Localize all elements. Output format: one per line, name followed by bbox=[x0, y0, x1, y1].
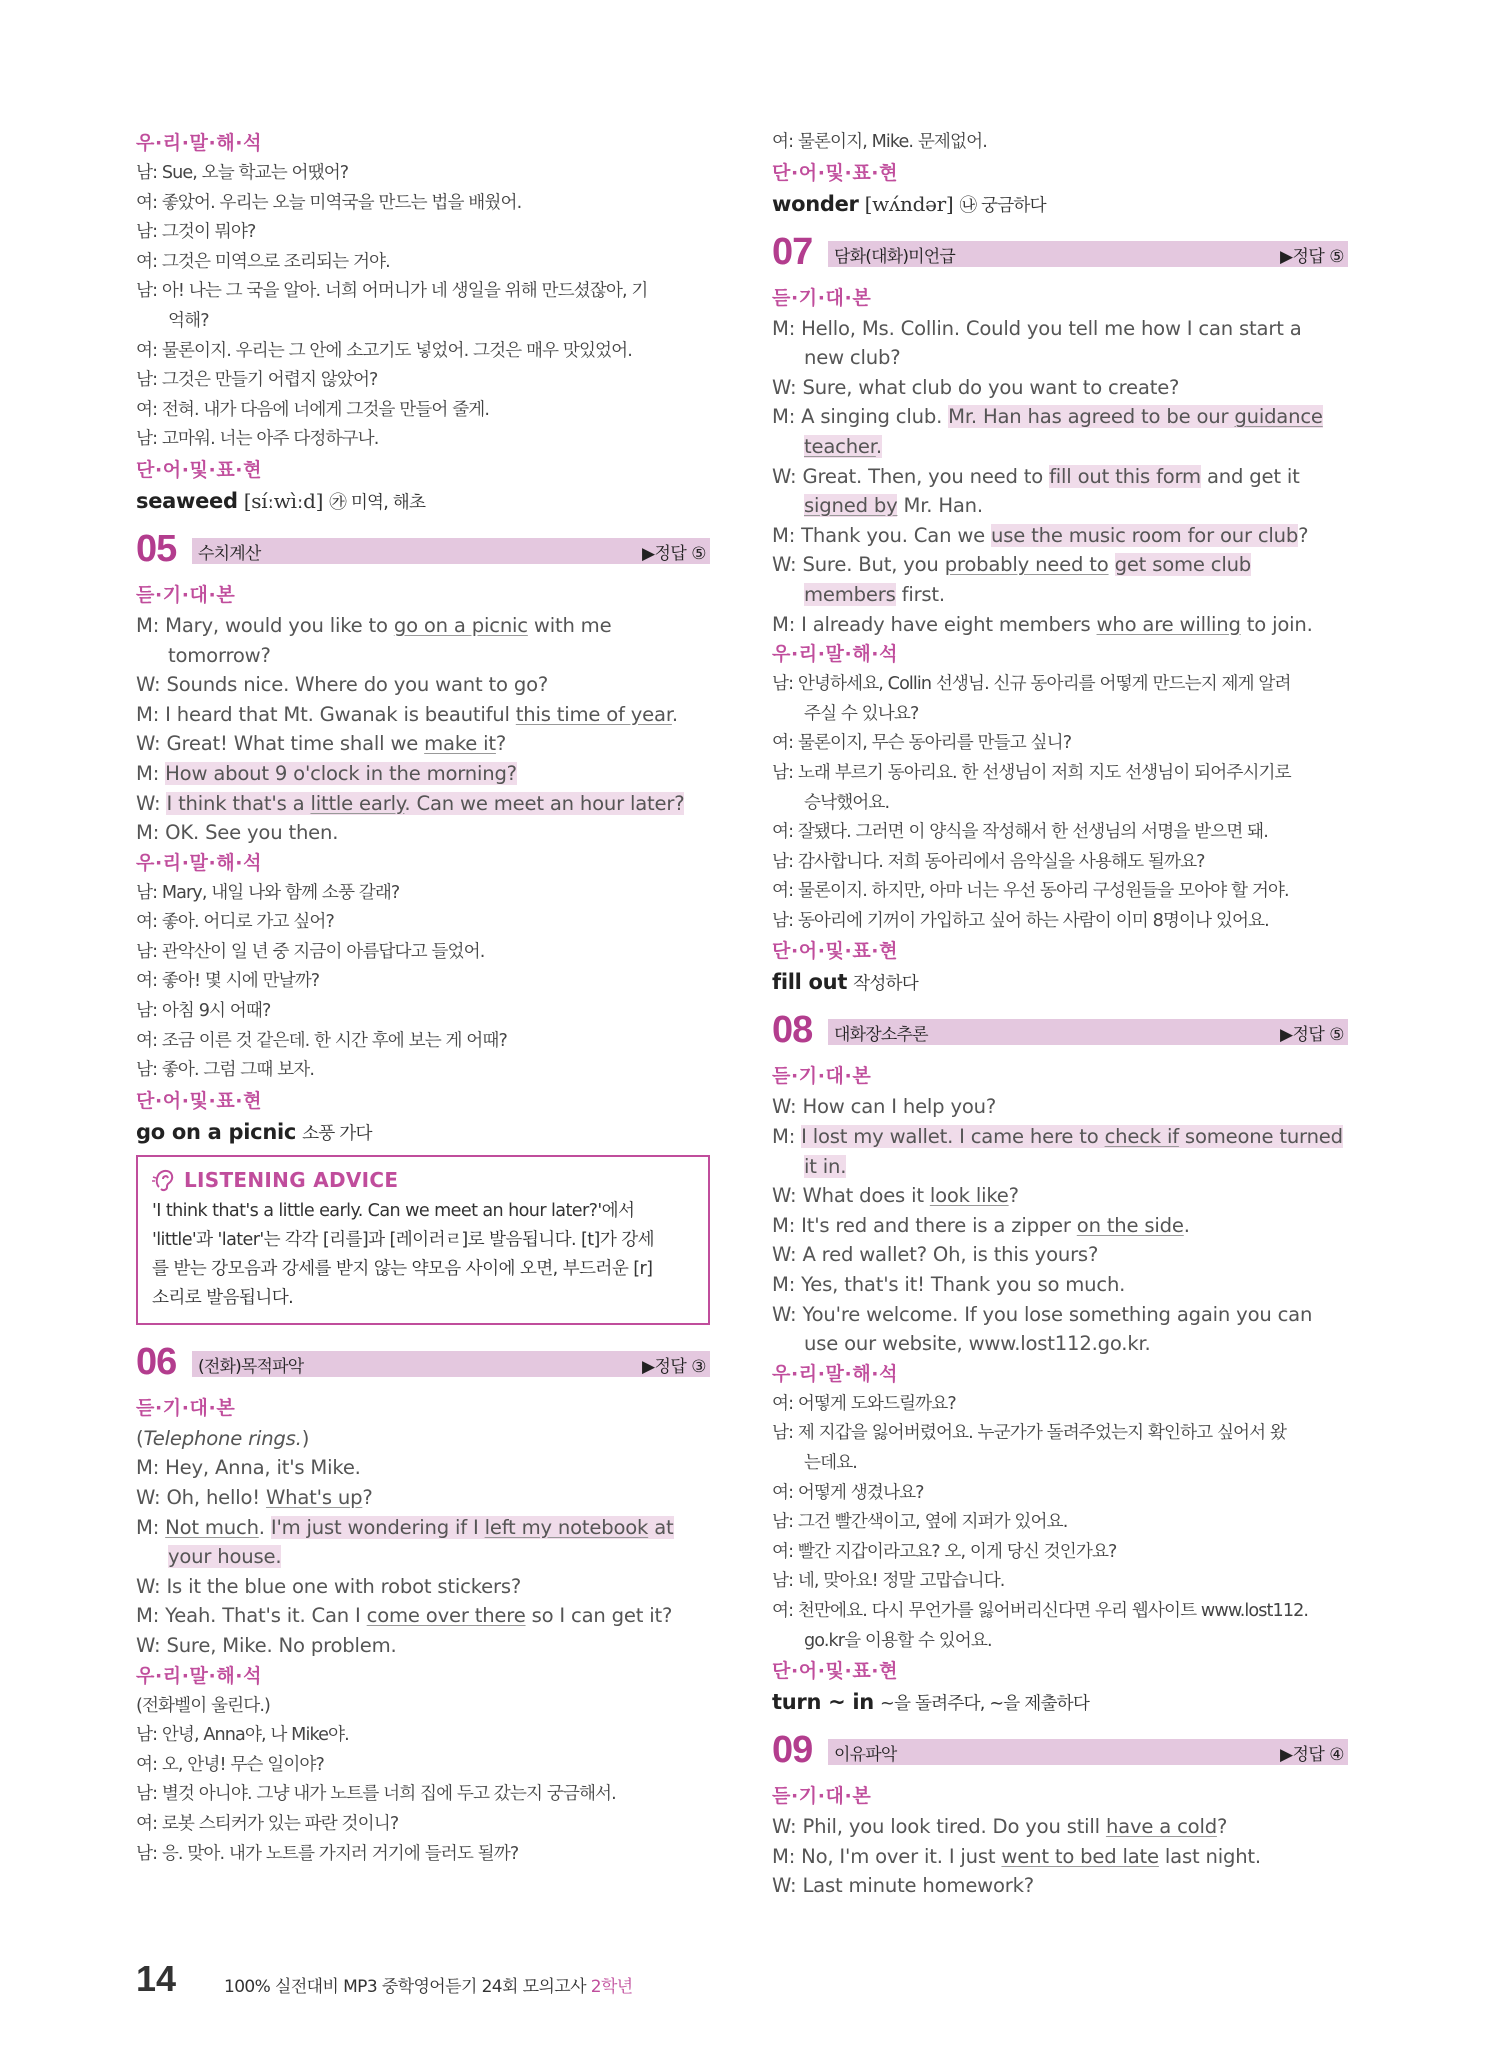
question-number: 05 bbox=[136, 527, 177, 570]
answer-badge: ▶정답 ③ bbox=[641, 1356, 706, 1377]
en-line: M: OK. See you then. bbox=[136, 821, 339, 845]
ko-line: 남: 응. 맞아. 내가 노트를 가지러 거기에 들러도 될까? bbox=[136, 1843, 519, 1864]
ko-line: 남: 제 지갑을 잃어버렸어요. 누군가가 돌려주었는지 확인하고 싶어서 왔 bbox=[772, 1423, 1287, 1444]
vocab-label: 단·어·및·표·현 bbox=[772, 1660, 899, 1683]
en-line: M: It's red and there is a zipper on the side. bbox=[772, 1213, 1190, 1237]
en-line: M: Yeah. That's it. Can I come over there so I can get it? bbox=[136, 1604, 673, 1628]
advice-text: 'I think that's a little early. Can we meet an hour later?'에서 bbox=[152, 1200, 635, 1221]
en-line: members first. bbox=[804, 582, 945, 606]
ko-line: 남: 안녕, Anna야, 나 Mike야. bbox=[136, 1725, 349, 1746]
header-band bbox=[828, 1739, 1348, 1765]
right-column bbox=[772, 128, 1348, 1901]
vocab-pronunciation: [síːwìːd] bbox=[243, 488, 324, 513]
ko-line: 여: 그것은 미역으로 조리되는 거야. bbox=[136, 251, 390, 272]
page-number: 14 bbox=[136, 1958, 177, 1999]
script-label: 듣·기·대·본 bbox=[136, 1396, 236, 1419]
en-line: W: Sure, what club do you want to create? bbox=[772, 375, 1180, 399]
question-type: 담화(대화)미언급 bbox=[834, 246, 956, 267]
advice-text: 를 받는 강모음과 강세를 받지 않는 약모음 사이에 오면, 부드러운 [r] bbox=[152, 1258, 653, 1279]
grade-label: 2학년 bbox=[590, 1977, 633, 1997]
vocab-label: 단·어·및·표·현 bbox=[136, 458, 263, 481]
ko-line: 남: 그건 빨간색이고, 옆에 지퍼가 있어요. bbox=[772, 1512, 1068, 1533]
en-line: W: A red wallet? Oh, is this yours? bbox=[772, 1243, 1099, 1267]
advice-title: LISTENING ADVICE bbox=[184, 1167, 399, 1192]
en-line: W: You're welcome. If you lose something again you can bbox=[772, 1302, 1313, 1326]
translation-label: 우·리·말·해·석 bbox=[136, 851, 263, 874]
en-line: W: Oh, hello! What's up? bbox=[136, 1486, 373, 1510]
vocab-word: fill out bbox=[772, 970, 848, 995]
ko-line: 여: 좋아. 어디로 가고 싶어? bbox=[136, 912, 334, 933]
ko-line: 여: 물론이지, 무슨 동아리를 만들고 싶니? bbox=[772, 733, 1072, 754]
ko-line: (전화벨이 울린다.) bbox=[136, 1695, 270, 1716]
script-label: 듣·기·대·본 bbox=[772, 1065, 872, 1088]
script-label: 듣·기·대·본 bbox=[136, 583, 236, 606]
ko-line: 남: 고마워. 너는 아주 다정하구나. bbox=[136, 429, 379, 450]
question-header-08 bbox=[772, 1011, 1348, 1055]
answer-badge: ▶정답 ⑤ bbox=[1279, 1025, 1344, 1046]
en-line: signed by Mr. Han. bbox=[804, 494, 983, 518]
en-line: your house. bbox=[168, 1545, 282, 1569]
answer-badge: ▶정답 ④ bbox=[1279, 1745, 1344, 1766]
answer-badge: ▶정답 ⑤ bbox=[1279, 246, 1344, 267]
vocab-word: wonder bbox=[772, 191, 859, 216]
vocab-meaning: ㉯ 궁금하다 bbox=[959, 195, 1046, 216]
ko-line: 여: 물론이지. 하지만, 아마 너는 우선 동아리 구성원들을 모아야 할 거야. bbox=[772, 881, 1289, 902]
en-line: M: Mary, would you like to go on a picnic with me bbox=[136, 613, 612, 637]
ko-line: 여: 잘됐다. 그러면 이 양식을 작성해서 한 선생님의 서명을 받으면 돼. bbox=[772, 822, 1268, 843]
en-line: W: Sure, Mike. No problem. bbox=[136, 1634, 397, 1657]
question-number: 08 bbox=[772, 1009, 813, 1052]
en-line: W: Phil, you look tired. Do you still have a cold? bbox=[772, 1815, 1228, 1839]
en-line: M: Yes, that's it! Thank you so much. bbox=[772, 1273, 1126, 1297]
ko-line: 여: 좋았어. 우리는 오늘 미역국을 만드는 법을 배웠어. bbox=[136, 192, 522, 213]
question-type: 대화장소추론 bbox=[834, 1025, 928, 1046]
en-line: M: No, I'm over it. I just went to bed late last night. bbox=[772, 1844, 1261, 1868]
en-line: M: I heard that Mt. Gwanak is beautiful this time of year. bbox=[136, 702, 678, 726]
left-column bbox=[136, 128, 710, 1869]
ko-line: 여: 물론이지. 우리는 그 안에 소고기도 넣었어. 그것은 매우 맛있었어. bbox=[136, 340, 632, 361]
en-line: teacher. bbox=[804, 434, 882, 458]
script-label: 듣·기·대·본 bbox=[772, 1785, 872, 1808]
vocab-meaning: ㉮ 미역, 해초 bbox=[329, 492, 426, 513]
ko-line: 남: 노래 부르기 동아리요. 한 선생님이 저희 지도 선생님이 되어주시기로 bbox=[772, 762, 1291, 783]
question-type: 수치계산 bbox=[198, 543, 261, 564]
ko-line: 남: 네, 맞아요! 정말 고맙습니다. bbox=[772, 1571, 1005, 1592]
ko-line: 여: 물론이지, Mike. 문제없어. bbox=[772, 132, 987, 152]
en-line: M: Thank you. Can we use the music room for our club? bbox=[772, 523, 1309, 547]
vocab-entry bbox=[772, 967, 1348, 999]
question-number: 09 bbox=[772, 1729, 813, 1772]
vocab-word: turn ~ in bbox=[772, 1690, 874, 1715]
en-line: W: Last minute homework? bbox=[772, 1874, 1034, 1898]
vocab-meaning: 작성하다 bbox=[853, 974, 918, 995]
vocab-word: seaweed bbox=[136, 488, 238, 513]
listening-advice-box bbox=[136, 1155, 710, 1325]
ko-line: 남: Mary, 내일 나와 함께 소풍 갈래? bbox=[136, 882, 400, 903]
advice-text: 'little'과 'later'는 각각 [리를]과 [레이러ㄹ]로 발음됩니다. [t]가 강세 bbox=[152, 1229, 654, 1250]
question-header-09 bbox=[772, 1731, 1348, 1775]
book-title bbox=[224, 1972, 633, 1997]
ko-line: 여: 좋아! 몇 시에 만날까? bbox=[136, 971, 320, 992]
ko-line: 여: 로봇 스티커가 있는 파란 것이니? bbox=[136, 1813, 399, 1834]
ko-line: 남: 아침 9시 어때? bbox=[136, 1001, 271, 1022]
en-line: M: How about 9 o'clock in the morning? bbox=[136, 761, 517, 785]
question-header-06 bbox=[136, 1340, 710, 1387]
en-line: M: I already have eight members who are willing to join. bbox=[772, 612, 1313, 636]
ko-line: 남: 감사합니다. 저희 동아리에서 음악실을 사용해도 될까요? bbox=[772, 851, 1205, 872]
ko-line: 남: 그것이 뭐야? bbox=[136, 222, 256, 243]
advice-text: 소리로 발음됩니다. bbox=[152, 1287, 294, 1308]
header-band bbox=[192, 538, 710, 564]
vocab-label: 단·어·및·표·현 bbox=[136, 1089, 263, 1112]
ko-line: 여: 전혀. 내가 다음에 너에게 그것을 만들어 줄게. bbox=[136, 399, 490, 420]
ko-line: 여: 빨간 지갑이라고요? 오, 이게 당신 것인가요? bbox=[772, 1541, 1117, 1562]
en-line: W: Great! What time shall we make it? bbox=[136, 732, 507, 756]
vocab-entry bbox=[772, 189, 1348, 221]
ko-line: 남: 별것 아니야. 그냥 내가 노트를 너희 집에 두고 갔는지 궁금해서. bbox=[136, 1784, 616, 1805]
ko-line: 는데요. bbox=[804, 1453, 857, 1473]
en-line: W: Is it the blue one with robot stickers? bbox=[136, 1574, 522, 1598]
question-type: 이유파악 bbox=[834, 1745, 897, 1766]
vocab-word: go on a picnic bbox=[136, 1119, 297, 1144]
ko-line: 주실 수 있나요? bbox=[804, 703, 919, 724]
question-header-07 bbox=[772, 230, 1348, 277]
ko-line: 남: 관악산이 일 년 중 지금이 아름답다고 들었어. bbox=[136, 941, 485, 962]
vocab-pronunciation: [wʌ́ndər] bbox=[864, 191, 954, 216]
book-name: 100% 실전대비 MP3 중학영어듣기 24회 모의고사 bbox=[224, 1977, 586, 1997]
question-number: 07 bbox=[772, 230, 813, 273]
ko-line: go.kr을 이용할 수 있어요. bbox=[804, 1630, 992, 1651]
ko-line: 여: 어떻게 생겼나요? bbox=[772, 1482, 924, 1503]
page-footer bbox=[136, 1958, 836, 2008]
vocab-meaning: ~을 돌려주다, ~을 제출하다 bbox=[880, 1694, 1090, 1715]
vocab-entry bbox=[772, 1687, 1348, 1719]
ko-line: 남: 안녕하세요, Collin 선생님. 신규 동아리를 어떻게 만드는지 제게 알려 bbox=[772, 674, 1291, 695]
ko-line: 남: 좋아. 그럼 그때 보자. bbox=[136, 1060, 315, 1081]
en-line: W: Great. Then, you need to fill out this form and get it bbox=[772, 464, 1300, 488]
translation-label: 우·리·말·해·석 bbox=[772, 1362, 899, 1385]
translation-label: 우·리·말·해·석 bbox=[136, 132, 263, 154]
ko-line: 남: 아! 나는 그 국을 알아. 너희 어머니가 네 생일을 위해 만드셨잖아, 기 bbox=[136, 281, 648, 302]
en-line: use our website, www.lost112.go.kr. bbox=[804, 1332, 1151, 1356]
vocab-meaning: 소풍 가다 bbox=[302, 1123, 372, 1144]
ko-line: 여: 오, 안녕! 무슨 일이야? bbox=[136, 1754, 324, 1775]
en-line: M: Hello, Ms. Collin. Could you tell me how I can start a bbox=[772, 316, 1302, 340]
question-number: 06 bbox=[136, 1340, 177, 1383]
answer-badge: ▶정답 ⑤ bbox=[641, 543, 706, 564]
translation-label: 우·리·말·해·석 bbox=[772, 643, 899, 666]
en-line: W: How can I help you? bbox=[772, 1095, 997, 1119]
script-label: 듣·기·대·본 bbox=[772, 286, 872, 309]
en-line: W: Sounds nice. Where do you want to go? bbox=[136, 673, 549, 697]
ko-line: 남: Sue, 오늘 학교는 어땠어? bbox=[136, 163, 349, 183]
en-line: W: Sure. But, you probably need to get some club bbox=[772, 553, 1252, 577]
question-header-05 bbox=[136, 527, 710, 574]
en-line: new club? bbox=[804, 346, 901, 370]
vocab-entry bbox=[136, 1117, 710, 1149]
ko-line: 여: 조금 이른 것 같은데. 한 시간 후에 보는 게 어때? bbox=[136, 1030, 507, 1051]
vocab-label: 단·어·및·표·현 bbox=[772, 940, 899, 963]
en-line: W: What does it look like? bbox=[772, 1184, 1019, 1208]
translation-label: 우·리·말·해·석 bbox=[136, 1664, 263, 1687]
en-line: W: I think that's a little early. Can we meet an hour later? bbox=[136, 791, 685, 815]
vocab-entry bbox=[136, 486, 710, 518]
en-line: M: A singing club. Mr. Han has agreed to be our guidance bbox=[772, 405, 1323, 429]
ko-line: 억해? bbox=[168, 310, 209, 331]
en-line: M: I lost my wallet. I came here to check if someone turned bbox=[772, 1125, 1343, 1149]
ear-icon bbox=[152, 1167, 178, 1193]
ko-line: 남: 그것은 만들기 어렵지 않았어? bbox=[136, 370, 378, 391]
ko-line: 여: 천만에요. 다시 무언가를 잃어버리신다면 우리 웹사이트 www.lost112. bbox=[772, 1600, 1309, 1621]
vocab-label: 단·어·및·표·현 bbox=[772, 161, 899, 184]
en-line: (Telephone rings.) bbox=[136, 1426, 310, 1450]
advice-heading bbox=[152, 1163, 696, 1197]
en-line: it in. bbox=[804, 1154, 847, 1178]
ko-line: 승낙했어요. bbox=[804, 792, 890, 813]
en-line: M: Not much. I'm just wondering if I left my notebook at bbox=[136, 1515, 674, 1539]
en-line: M: Hey, Anna, it's Mike. bbox=[136, 1456, 361, 1480]
question-type: (전화)목적파악 bbox=[198, 1356, 304, 1377]
ko-line: 남: 동아리에 기꺼이 가입하고 싶어 하는 사람이 이미 8명이나 있어요. bbox=[772, 910, 1269, 931]
ko-line: 여: 어떻게 도와드릴까요? bbox=[772, 1393, 956, 1414]
en-line: tomorrow? bbox=[168, 643, 271, 667]
